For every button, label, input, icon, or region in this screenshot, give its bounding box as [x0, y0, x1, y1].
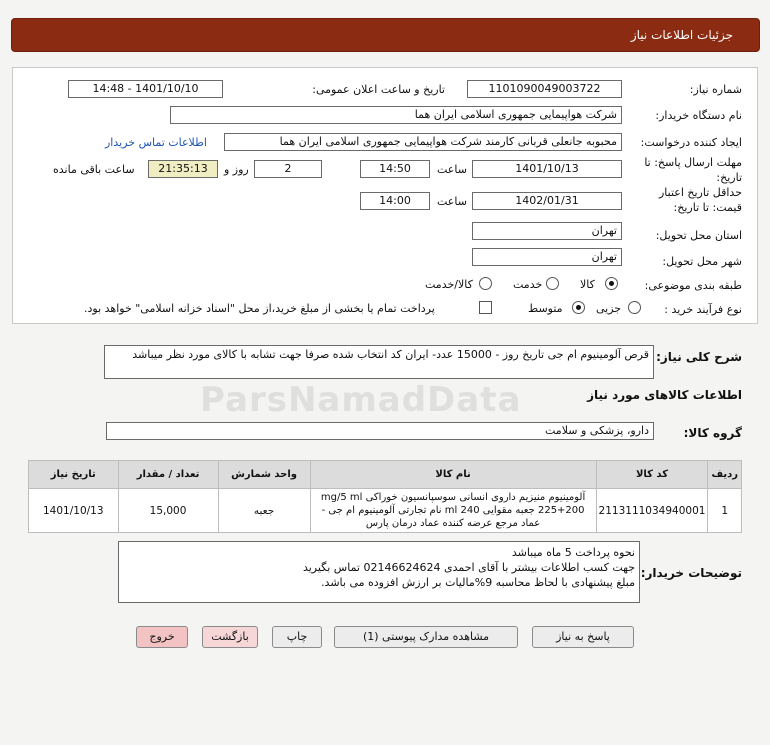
- need-number-field: 1101090049003722: [467, 80, 622, 98]
- buyer-org-label: نام دستگاه خریدار:: [655, 109, 742, 122]
- treasury-payment-checkbox[interactable]: [479, 301, 492, 314]
- category-radio-goods[interactable]: [605, 277, 618, 290]
- page-title: جزئیات اطلاعات نیاز: [630, 28, 733, 42]
- days-label: روز و: [224, 163, 249, 176]
- cell-unit: جعبه: [218, 489, 310, 533]
- col-header-date: تاریخ نیاز: [29, 461, 119, 489]
- category-goods-service-label: کالا/خدمت: [425, 278, 473, 291]
- goods-section-title: اطلاعات کالاهای مورد نیاز: [587, 388, 742, 402]
- summary-box: قرص آلومینیوم ام جی تاریخ روز - 15000 عدد- ایران کد انتخاب شده صرفا جهت تشابه با کالای مورد نظر میباشد: [104, 345, 654, 379]
- cell-date: 1401/10/13: [29, 489, 119, 533]
- col-header-name: نام کالا: [310, 461, 596, 489]
- buyer-contact-link[interactable]: اطلاعات تماس خریدار: [105, 136, 207, 149]
- deadline-time-field: 14:50: [360, 160, 430, 178]
- notes-line-3: مبلغ پیشنهادی با لحاظ محاسبه 9%مالیات بر ارزش افزوده می باشد.: [321, 576, 635, 589]
- col-header-unit: واحد شمارش: [218, 461, 310, 489]
- page-header: [11, 18, 760, 52]
- process-minor-label: جزیی: [596, 302, 622, 315]
- city-field: تهران: [472, 248, 622, 266]
- buyer-org-field: شرکت هواپیمایی جمهوری اسلامی ایران هما: [170, 106, 622, 124]
- treasury-payment-note: پرداخت تمام یا بخشی از مبلغ خرید،از محل "اسناد خزانه اسلامی" خواهد بود.: [84, 302, 435, 315]
- deadline-time-label: ساعت: [437, 163, 467, 176]
- validity-time-field: 14:00: [360, 192, 430, 210]
- cell-qty: 15,000: [118, 489, 218, 533]
- notes-line-2: جهت کسب اطلاعات بیشتر با آقای احمدی 02146624624 تماس بگیرید: [302, 561, 635, 574]
- reply-button[interactable]: پاسخ به نیاز: [532, 626, 634, 648]
- remaining-label: ساعت باقی مانده: [53, 163, 135, 176]
- attachments-button[interactable]: مشاهده مدارک پیوستی (1): [334, 626, 518, 648]
- process-radio-medium[interactable]: [572, 301, 585, 314]
- deadline-label-line2: تاریخ:: [716, 171, 742, 184]
- process-radio-minor[interactable]: [628, 301, 641, 314]
- cell-name: آلومینیوم منیزیم داروی انسانی سوسپانسیون خوراکی mg/5 ml 225+200 جعبه مقوایی 240 ml نام تجارتی آلومینیوم ام جی - عماد مرجع عرضه کننده عماد درمان پارس: [310, 489, 596, 533]
- validity-time-label: ساعت: [437, 195, 467, 208]
- creator-label: ایجاد کننده درخواست:: [640, 136, 742, 149]
- category-service-label: خدمت: [513, 278, 543, 291]
- category-radio-goods-service[interactable]: [479, 277, 492, 290]
- goods-group-label: گروه کالا:: [683, 426, 742, 440]
- buyer-notes-box: [118, 541, 640, 603]
- validity-label-line2: قیمت: تا تاریخ:: [673, 201, 742, 214]
- category-label: طبقه بندی موضوعی:: [644, 279, 742, 292]
- col-header-index: ردیف: [708, 461, 742, 489]
- province-label: استان محل تحویل:: [655, 229, 742, 242]
- process-label: نوع فرآیند خرید :: [664, 303, 742, 316]
- table-row: [29, 489, 742, 533]
- process-medium-label: متوسط: [528, 302, 563, 315]
- print-button[interactable]: چاپ: [272, 626, 322, 648]
- category-radio-service[interactable]: [546, 277, 559, 290]
- deadline-date-field: 1401/10/13: [472, 160, 622, 178]
- watermark: ParsNamadData: [200, 380, 522, 420]
- cell-code: 2113111034940001: [596, 489, 708, 533]
- table-header-row: [29, 461, 742, 489]
- validity-label-line1: حداقل تاریخ اعتبار: [658, 186, 742, 199]
- days-field: 2: [254, 160, 322, 178]
- announce-label: تاریخ و ساعت اعلان عمومی:: [312, 83, 445, 96]
- back-button[interactable]: بازگشت: [202, 626, 258, 648]
- goods-table: [28, 460, 742, 533]
- city-label: شهر محل تحویل:: [662, 255, 742, 268]
- buyer-notes-label: توضیحات خریدار:: [640, 566, 742, 580]
- province-field: تهران: [472, 222, 622, 240]
- col-header-qty: تعداد / مقدار: [118, 461, 218, 489]
- need-number-label: شماره نیاز:: [689, 83, 742, 96]
- notes-line-1: نحوه پرداخت 5 ماه میباشد: [511, 546, 635, 559]
- remaining-time-field: 21:35:13: [148, 160, 218, 178]
- exit-button[interactable]: خروج: [136, 626, 188, 648]
- cell-index: 1: [708, 489, 742, 533]
- creator-field: محبوبه جانعلی قربانی کارمند شرکت هواپیمایی جمهوری اسلامی ایران هما: [224, 133, 622, 151]
- goods-group-field: دارو، پزشکی و سلامت: [106, 422, 654, 440]
- deadline-label-line1: مهلت ارسال پاسخ: تا: [644, 156, 742, 169]
- summary-label: شرح کلی نیاز:: [656, 350, 742, 364]
- announce-field: 1401/10/10 - 14:48: [68, 80, 223, 98]
- category-goods-label: کالا: [580, 278, 595, 291]
- validity-date-field: 1402/01/31: [472, 192, 622, 210]
- col-header-code: کد کالا: [596, 461, 708, 489]
